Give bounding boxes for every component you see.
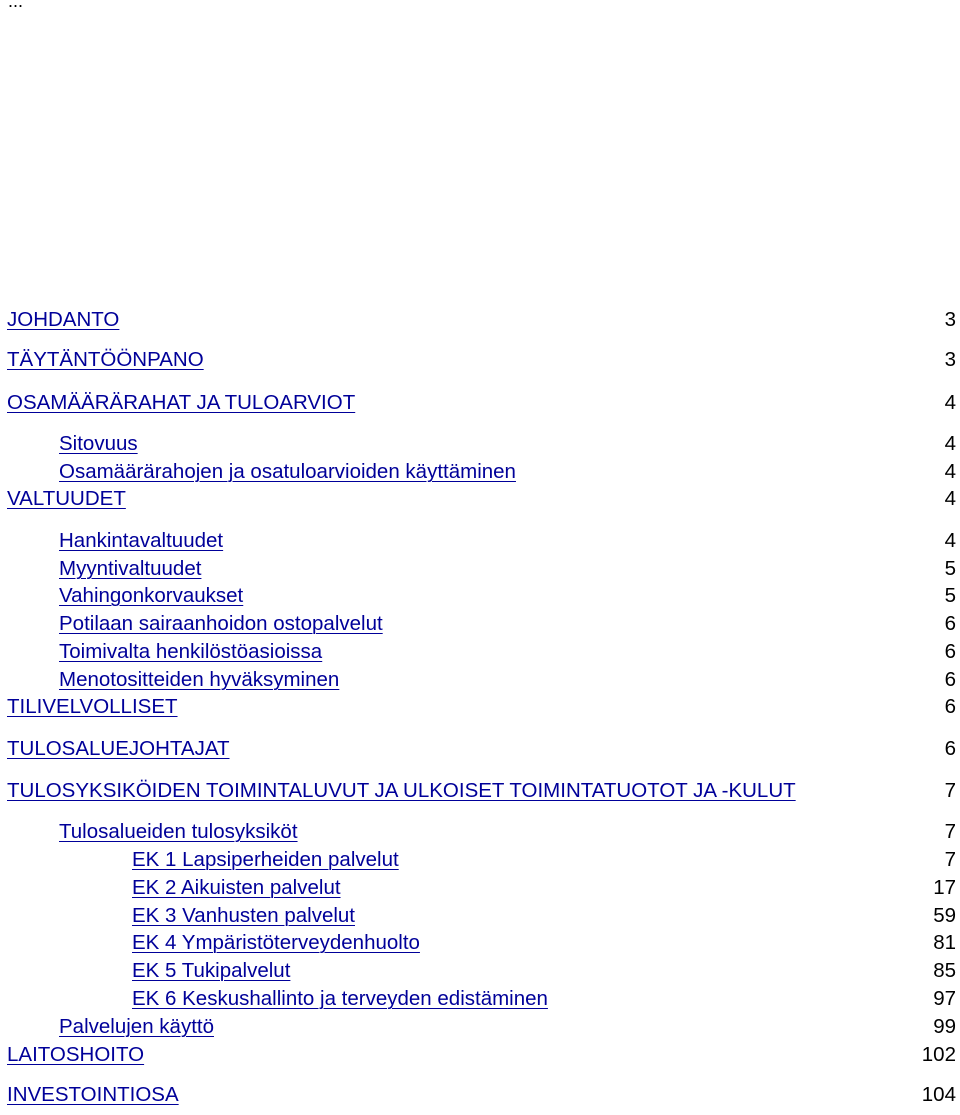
toc-link-laitoshoito[interactable]: LAITOSHOITO	[7, 1043, 145, 1066]
toc-link-tulosaluejohtajat[interactable]: TULOSALUEJOHTAJAT	[7, 737, 230, 760]
toc-page-number: 4	[944, 460, 956, 483]
toc-page-number: 7	[944, 848, 956, 871]
toc-link-osamaararahojen-kayttaminen[interactable]: Osamäärärahojen ja osatuloarvioiden käyttäminen	[59, 460, 516, 483]
toc-link-investointiosa[interactable]: INVESTOINTIOSA	[7, 1083, 179, 1106]
toc-link-hankintavaltuudet[interactable]: Hankintavaltuudet	[59, 529, 224, 552]
toc-entry-ek6	[0, 985, 960, 1013]
toc-link-potilaan-sairaanhoidon-ostopalvelut[interactable]: Potilaan sairaanhoidon ostopalvelut	[59, 612, 383, 635]
toc-page-number: 6	[944, 695, 956, 718]
toc-entry-toimivalta-henkilostoasioissa	[0, 638, 960, 666]
toc-entry-tilivelvolliset	[0, 693, 960, 721]
toc-entry-taytantoonpano	[0, 346, 960, 374]
toc-page-number: 6	[944, 668, 956, 691]
toc-link-johdanto[interactable]: JOHDANTO	[7, 308, 120, 331]
toc-entry-tulosyksikoiden-toimintaluvut	[0, 777, 960, 805]
toc-page-number: 102	[921, 1043, 956, 1066]
toc-entry-ek1	[0, 846, 960, 874]
toc-entry-tulosaluejohtajat	[0, 735, 960, 763]
toc-entry-osamaararahojen-kayttaminen	[0, 458, 960, 486]
toc-link-valtuudet[interactable]: VALTUUDET	[7, 487, 126, 510]
toc-page-number: 7	[944, 820, 956, 843]
toc-link-tulosyksikoiden-toimintaluvut[interactable]: TULOSYKSIKÖIDEN TOIMINTALUVUT JA ULKOISET TOIMINTATUOTOT JA -KULUT	[7, 779, 796, 802]
toc-link-ek6[interactable]: EK 6 Keskushallinto ja terveyden edistäminen	[132, 987, 548, 1010]
toc-entry-ek4	[0, 929, 960, 957]
toc-link-myyntivaltuudet[interactable]: Myyntivaltuudet	[59, 557, 202, 580]
toc-entry-palvelujen-kaytto	[0, 1013, 960, 1041]
toc-page-number: 5	[944, 584, 956, 607]
toc-link-ek4[interactable]: EK 4 Ympäristöterveydenhuolto	[132, 931, 420, 954]
toc-link-ek1[interactable]: EK 1 Lapsiperheiden palvelut	[132, 848, 399, 871]
toc-entry-vahingonkorvaukset	[0, 582, 960, 610]
toc-page-number: 104	[921, 1083, 956, 1106]
toc-link-tilivelvolliset[interactable]: TILIVELVOLLISET	[7, 695, 178, 718]
toc-entry-tulosalueiden-tulosyksikot	[0, 818, 960, 846]
toc-page-number: 97	[933, 987, 956, 1010]
toc-page-number: 81	[933, 931, 956, 954]
toc-link-taytantoonpano[interactable]: TÄYTÄNTÖÖNPANO	[7, 348, 204, 371]
toc-entry-hankintavaltuudet	[0, 527, 960, 555]
toc-page-number: 17	[933, 876, 956, 899]
toc-link-sitovuus[interactable]: Sitovuus	[59, 432, 138, 455]
toc-entry-ek3	[0, 902, 960, 930]
toc-page-number: 85	[933, 959, 956, 982]
toc-link-tulosalueiden-tulosyksikot[interactable]: Tulosalueiden tulosyksiköt	[59, 820, 298, 843]
toc-page-number: 6	[944, 612, 956, 635]
toc-page-number: 3	[944, 308, 956, 331]
toc-page-number: 99	[933, 1015, 956, 1038]
toc-page-number: 6	[944, 737, 956, 760]
toc-page-number: 59	[933, 904, 956, 927]
toc-link-osamaararahat[interactable]: OSAMÄÄRÄRAHAT JA TULOARVIOT	[7, 391, 356, 414]
toc-entry-sitovuus	[0, 430, 960, 458]
toc-page-number: 4	[944, 487, 956, 510]
toc-entry-menotositteiden-hyvaksyminen	[0, 666, 960, 694]
toc-page-number: 3	[944, 348, 956, 371]
toc-page-number: 6	[944, 640, 956, 663]
toc-link-palvelujen-kaytto[interactable]: Palvelujen käyttö	[59, 1015, 214, 1038]
toc-entry-laitoshoito	[0, 1041, 960, 1069]
toc-link-vahingonkorvaukset[interactable]: Vahingonkorvaukset	[59, 584, 244, 607]
toc-link-ek5[interactable]: EK 5 Tukipalvelut	[132, 959, 291, 982]
toc-page-number: 4	[944, 432, 956, 455]
toc-page-number: 7	[944, 779, 956, 802]
toc-entry-ek5	[0, 957, 960, 985]
toc-link-toimivalta-henkilostoasioissa[interactable]: Toimivalta henkilöstöasioissa	[59, 640, 323, 663]
toc-entry-myyntivaltuudet	[0, 555, 960, 583]
toc-entry-osamaararahat	[0, 389, 960, 417]
toc-entry-johdanto	[0, 306, 960, 334]
toc-page-number: 4	[944, 391, 956, 414]
truncated-text-mark: ...	[8, 0, 24, 11]
toc-link-menotositteiden-hyvaksyminen[interactable]: Menotositteiden hyväksyminen	[59, 668, 340, 691]
toc-entry-investointiosa	[0, 1081, 960, 1109]
toc-entry-ek2	[0, 874, 960, 902]
toc-link-ek2[interactable]: EK 2 Aikuisten palvelut	[132, 876, 341, 899]
toc-link-ek3[interactable]: EK 3 Vanhusten palvelut	[132, 904, 355, 927]
toc-entry-valtuudet	[0, 485, 960, 513]
toc-page-number: 5	[944, 557, 956, 580]
toc-entry-potilaan-sairaanhoidon-ostopalvelut	[0, 610, 960, 638]
toc-page-number: 4	[944, 529, 956, 552]
